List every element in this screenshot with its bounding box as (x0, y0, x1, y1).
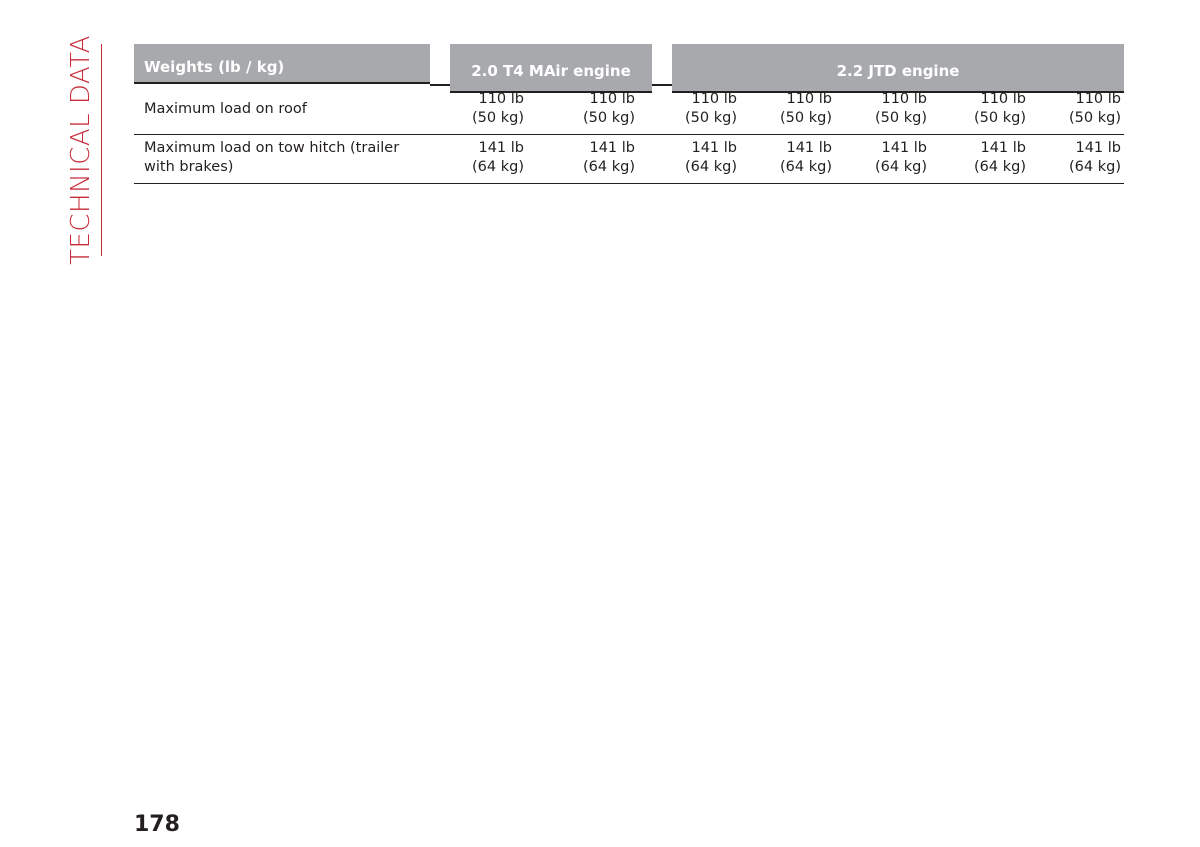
cell-lb: 141 lb (691, 140, 737, 156)
cell-lb: 110 lb (786, 91, 832, 107)
row-label: Maximum load on tow hitch (trailer with brakes) (144, 140, 400, 175)
table-cell (472, 139, 524, 177)
cell-lb: 110 lb (1075, 91, 1121, 107)
cell-lb: 141 lb (478, 140, 524, 156)
cell-kg: (50 kg) (974, 110, 1026, 126)
table-cell (583, 139, 635, 177)
table-row-roof-load (134, 86, 1124, 135)
table-row-tow-hitch-load (134, 135, 1124, 184)
cell-lb: 110 lb (478, 91, 524, 107)
section-title-text: TECHNICAL DATA (66, 35, 96, 265)
page-number: 178 (134, 812, 180, 837)
row-label: Maximum load on roof (144, 101, 307, 117)
cell-kg: (50 kg) (472, 110, 524, 126)
table-cell (685, 139, 737, 177)
cell-kg: (64 kg) (875, 159, 927, 175)
cell-lb: 141 lb (881, 140, 927, 156)
cell-lb: 110 lb (881, 91, 927, 107)
header-engine-group-1: 2.0 T4 MAir engine (450, 44, 652, 93)
cell-kg: (64 kg) (1069, 159, 1121, 175)
table-cell (472, 90, 524, 128)
cell-lb: 110 lb (980, 91, 1026, 107)
cell-lb: 141 lb (980, 140, 1026, 156)
table-cell (974, 90, 1026, 128)
cell-kg: (50 kg) (685, 110, 737, 126)
table-cell (1069, 90, 1121, 128)
section-side-title (60, 35, 102, 265)
header-engine-group-2: 2.2 JTD engine (672, 44, 1124, 93)
cell-kg: (64 kg) (583, 159, 635, 175)
cell-kg: (64 kg) (780, 159, 832, 175)
cell-lb: 141 lb (589, 140, 635, 156)
header-weights-label: Weights (lb / kg) (134, 44, 430, 84)
table-cell (1069, 139, 1121, 177)
table-cell (875, 139, 927, 177)
cell-kg: (64 kg) (472, 159, 524, 175)
table-cell (685, 90, 737, 128)
cell-lb: 110 lb (691, 91, 737, 107)
cell-kg: (50 kg) (583, 110, 635, 126)
cell-lb: 141 lb (1075, 140, 1121, 156)
cell-kg: (64 kg) (974, 159, 1026, 175)
table-cell (780, 90, 832, 128)
table-cell (875, 90, 927, 128)
cell-kg: (64 kg) (685, 159, 737, 175)
table-cell (974, 139, 1026, 177)
cell-kg: (50 kg) (780, 110, 832, 126)
table-cell (583, 90, 635, 128)
cell-lb: 141 lb (786, 140, 832, 156)
cell-kg: (50 kg) (1069, 110, 1121, 126)
cell-kg: (50 kg) (875, 110, 927, 126)
table-cell (780, 139, 832, 177)
cell-lb: 110 lb (589, 91, 635, 107)
